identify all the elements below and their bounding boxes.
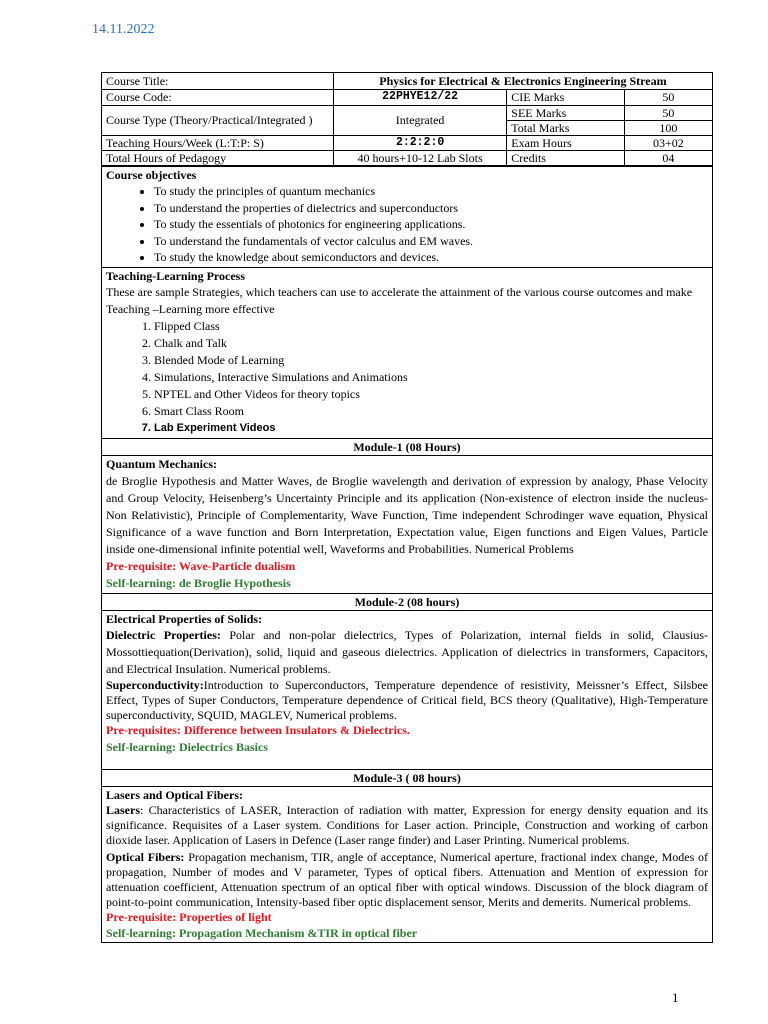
objective-item: • To study the knowledge about semiconductors and devices. xyxy=(154,249,708,266)
module-1-prerequisite: Pre-requisite: Wave-Particle dualism xyxy=(106,558,296,573)
credits-label: Credits xyxy=(507,150,625,165)
course-title-label: Course Title: xyxy=(102,73,333,89)
exam-hours-value: 03+02 xyxy=(624,135,712,150)
teaching-learning-section xyxy=(102,267,712,439)
course-type-label: Course Type (Theory/Practical/Integrated ) xyxy=(102,105,333,135)
see-marks-value: 50 xyxy=(624,105,712,120)
course-objectives-section xyxy=(102,166,712,267)
course-title-value: Physics for Electrical & Electronics Engineering Stream xyxy=(333,73,712,89)
module-2-self-learning: Self-learning: Dielectrics Basics xyxy=(106,739,268,754)
optical-fibers-paragraph xyxy=(106,850,708,910)
module-3-self-learning: Self-learning: Propagation Mechanism &TIR in optical fiber xyxy=(106,925,418,940)
course-code-label: Course Code: xyxy=(102,89,333,105)
page-number: 1 xyxy=(672,990,679,1005)
course-info-table xyxy=(102,73,712,166)
module-1-heading: Module-1 (08 Hours) xyxy=(102,438,712,455)
strategy-item: 4. Simulations, Interactive Simulations and Animations xyxy=(154,369,708,386)
dielectric-body: Polar and non-polar dielectrics, Types of Polarization, internal fields in solid, Clausius-Mossottiequation(Derivation), solid, liquid and gaseous dielectrics. Application of dielectrics in transformers, Capacitors, and Electrical Insulation. Numerical problems. xyxy=(106,628,709,676)
superconductivity-body: Introduction to Superconductors, Temperature dependence of resistivity, Meissner’s Effect, Silsbee Effect, Types of Super Conductors, Temperature dependence of Critical field, BCS theory (Qualitative), High-Temperature superconductivity, SQUID, MAGLEV, Numerical problems. xyxy=(106,678,708,722)
document-date: 14.11.2022 xyxy=(92,22,155,37)
module-3-section xyxy=(102,786,712,943)
superconductivity-paragraph xyxy=(106,678,708,723)
strategy-item: 3. Blended Mode of Learning xyxy=(154,352,708,369)
dielectric-paragraph xyxy=(106,627,708,678)
exam-hours-label: Exam Hours xyxy=(507,135,625,150)
module-2-section xyxy=(102,610,712,769)
course-objectives-heading: Course objectives xyxy=(106,167,197,182)
total-marks-label: Total Marks xyxy=(507,120,625,135)
see-marks-label: SEE Marks xyxy=(507,105,625,120)
objective-item: • To study the essentials of photonics for engineering applications. xyxy=(154,216,708,233)
module-1-body: de Broglie Hypothesis and Matter Waves, de Broglie wavelength and derivation of expression by analogy, Phase Velocity and Group Velocity, Heisenberg’s Uncertainty Principle and its application (Non-existence of electron inside the nucleus-Non Relativistic), Principle of Complementarity, Wave Function, Time independent Schrodinger wave equation, Physical Significance of a wave function and Born Interpretation, Expectation value, Eigen functions and Eigen Values, Particle inside one-dimensional infinite potential well, Waveforms and Probabilities. Numerical Problems xyxy=(106,473,708,556)
strategy-item: 7. Lab Experiment Videos xyxy=(154,420,708,437)
teaching-hours-label: Teaching Hours/Week (L:T:P: S) xyxy=(102,135,333,150)
optical-fibers-body: Propagation mechanism, TIR, angle of acceptance, Numerical aperture, fractional index change, Modes of propagation, Number of modes and V parameter, Types of optical fibers. Attenuation and Mention of expression for attenuation coefficient, Attenuation spectrum of an optical fiber with optical windows. Discussion of the block diagram of point-to-point communication, Intensity-based fiber optic displacement sensor, Merits and demerits. Numerical problems. xyxy=(106,850,709,909)
syllabus-document xyxy=(101,72,713,943)
lasers-label: Lasers xyxy=(106,803,140,817)
pedagogy-hours-value: 40 hours+10-12 Lab Slots xyxy=(333,150,506,165)
module-2-heading: Module-2 (08 hours) xyxy=(102,593,712,610)
teaching-learning-intro: These are sample Strategies, which teachers can use to accelerate the attainment of the various course outcomes and make Teaching –Learning more effective xyxy=(106,285,693,316)
course-code-value: 22PHYE12/22 xyxy=(333,89,506,105)
cie-marks-label: CIE Marks xyxy=(507,89,625,105)
module-3-heading: Module-3 ( 08 hours) xyxy=(102,769,712,786)
credits-value: 04 xyxy=(624,150,712,165)
cie-marks-value: 50 xyxy=(624,89,712,105)
module-1-title: Quantum Mechanics: xyxy=(106,457,217,471)
module-3-prerequisite: Pre-requisite: Properties of light xyxy=(106,910,272,924)
strategy-item: 1. Flipped Class xyxy=(154,318,708,335)
module-3-title: Lasers and Optical Fibers: xyxy=(106,787,243,802)
dielectric-label: Dielectric Properties: xyxy=(106,628,221,642)
superconductivity-label: Superconductivity: xyxy=(106,678,204,692)
module-1-self-learning: Self-learning: de Broglie Hypothesis xyxy=(106,575,291,590)
pedagogy-hours-label: Total Hours of Pedagogy xyxy=(102,150,333,165)
objective-item: • To study the principles of quantum mechanics xyxy=(154,183,708,200)
optical-fibers-label: Optical Fibers: xyxy=(106,850,185,864)
course-type-value: Integrated xyxy=(333,105,506,135)
total-marks-value: 100 xyxy=(624,120,712,135)
teaching-learning-heading: Teaching-Learning Process xyxy=(106,268,246,283)
module-1-section xyxy=(102,455,712,593)
strategy-item: 6. Smart Class Room xyxy=(154,403,708,420)
lasers-body: : Characteristics of LASER, Interaction of radiation with matter, Expression for energy density equation and its significance. Requisites of a Laser system. Conditions for Laser action. Principle, Construction and working of carbon dioxide laser. Application of Lasers in Defence (Laser range finder) and Laser Printing. Numerical problems. xyxy=(106,803,708,847)
strategy-item: 5. NPTEL and Other Videos for theory topics xyxy=(154,386,708,403)
objectives-list xyxy=(106,183,708,266)
strategies-list xyxy=(106,318,708,437)
module-2-title: Electrical Properties of Solids: xyxy=(106,611,263,626)
objective-item: • To understand the fundamentals of vector calculus and EM waves. xyxy=(154,233,708,250)
teaching-hours-value: 2:2:2:0 xyxy=(333,135,506,150)
objective-item: • To understand the properties of dielectrics and superconductors xyxy=(154,200,708,217)
strategy-item: 2. Chalk and Talk xyxy=(154,335,708,352)
module-2-prerequisite: Pre-requisites: Difference between Insulators & Dielectrics. xyxy=(106,723,410,737)
lasers-paragraph xyxy=(106,803,708,848)
